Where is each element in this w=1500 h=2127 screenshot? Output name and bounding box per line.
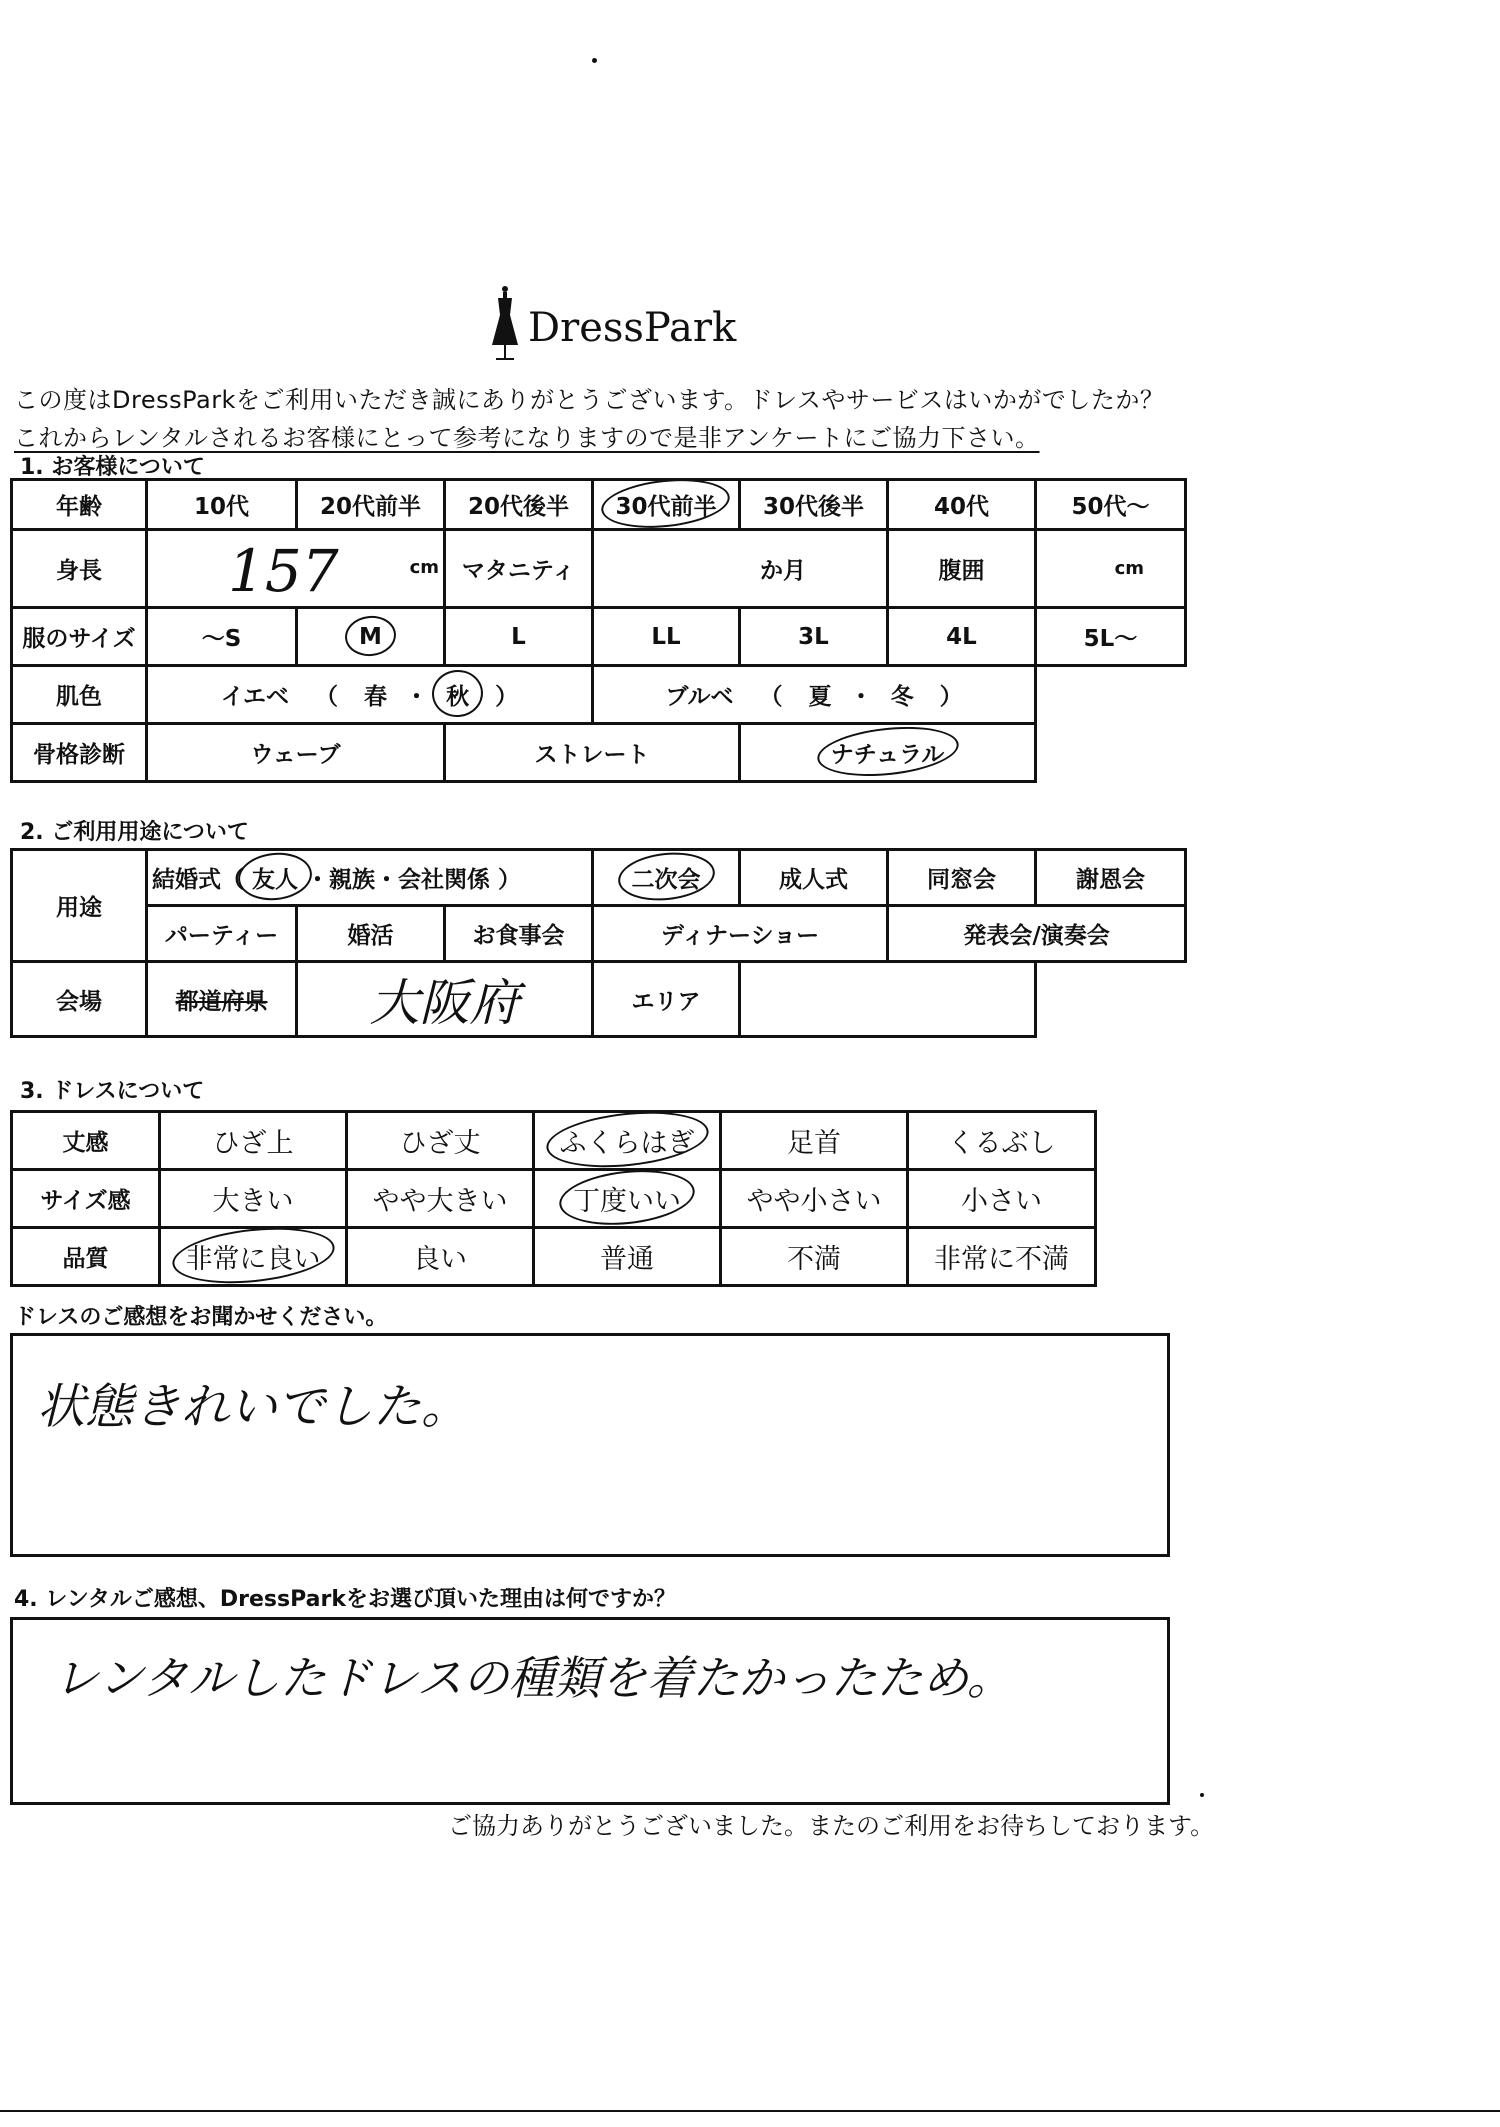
usage-table xyxy=(10,848,1187,1038)
quality-option[interactable]: 良い xyxy=(347,1228,534,1286)
size-row xyxy=(12,608,1186,666)
skin-blue: ブルベ xyxy=(665,684,734,710)
usage-option[interactable]: 発表会/演奏会 xyxy=(888,906,1186,962)
skeleton-row xyxy=(12,724,1186,782)
area-label: エリア xyxy=(593,962,740,1037)
use-label: 用途 xyxy=(12,850,147,962)
quality-option[interactable]: 不満 xyxy=(721,1228,908,1286)
intro-line-1: この度はDressParkをご利用いただき誠にありがとうございます。ドレスやサービスはいかがでしたか？ xyxy=(14,386,1165,414)
fit-selected-mark: 丁度いい xyxy=(573,1179,681,1218)
quality-option-selected[interactable] xyxy=(160,1228,347,1286)
skin-label: 肌色 xyxy=(12,666,147,724)
prefecture-value: 大阪府 xyxy=(369,974,520,1032)
usage-row-1 xyxy=(12,850,1186,906)
age-selected-mark: 30代前半 xyxy=(615,488,716,521)
skeleton-selected-mark: ナチュラル xyxy=(831,736,945,769)
skin-row xyxy=(12,666,1186,724)
impression-box[interactable] xyxy=(10,1333,1170,1557)
skin-yellow-group[interactable]: イエベ （ 春 ・ 秋 ） xyxy=(147,666,593,724)
usage-option-selected[interactable] xyxy=(593,850,740,906)
size-option[interactable]: ～S xyxy=(147,608,297,666)
size-label: 服のサイズ xyxy=(12,608,147,666)
after-party-selected-mark: 二次会 xyxy=(632,861,701,894)
maternity-unit: か月 xyxy=(760,558,806,584)
skeleton-label: 骨格診断 xyxy=(12,724,147,782)
age-option[interactable]: 50代～ xyxy=(1036,480,1186,530)
size-option[interactable]: L xyxy=(445,608,593,666)
bottom-rule xyxy=(0,2110,1500,2112)
wedding-rest: ・親族・会社関係 ） xyxy=(306,867,522,893)
brand-name: DressPark xyxy=(528,305,737,351)
waist-field[interactable] xyxy=(1036,530,1186,608)
waist-label: 腹囲 xyxy=(888,530,1036,608)
maternity-label: マタニティ xyxy=(445,530,593,608)
skeleton-option[interactable]: ウェーブ xyxy=(147,724,445,782)
length-label: 丈感 xyxy=(12,1112,160,1170)
dress-table xyxy=(10,1110,1097,1287)
prefecture-label-text: 都道府県 xyxy=(175,988,268,1015)
venue-row xyxy=(12,962,1186,1037)
customer-info-table xyxy=(10,478,1187,783)
size-option[interactable]: 5L～ xyxy=(1036,608,1186,666)
length-option[interactable]: 足首 xyxy=(721,1112,908,1170)
skin-blue-group[interactable]: ブルベ （ 夏 ・ 冬 ） xyxy=(593,666,1036,724)
age-row xyxy=(12,480,1186,530)
size-option[interactable]: 3L xyxy=(740,608,888,666)
dress-form-icon xyxy=(488,283,522,363)
section-3-title: 3. ドレスについて xyxy=(20,1079,205,1104)
waist-unit: cm xyxy=(1114,558,1144,579)
venue-label: 会場 xyxy=(12,962,147,1037)
skin-blue-summer: 夏 xyxy=(808,684,832,710)
length-option[interactable]: ひざ上 xyxy=(160,1112,347,1170)
age-option[interactable]: 40代 xyxy=(888,480,1036,530)
usage-option[interactable]: 謝恩会 xyxy=(1036,850,1186,906)
usage-option[interactable]: 成人式 xyxy=(740,850,888,906)
length-selected-mark: ふくらはぎ xyxy=(560,1121,695,1160)
age-option[interactable]: 20代前半 xyxy=(297,480,445,530)
scan-speck xyxy=(592,58,597,63)
usage-row-2 xyxy=(12,906,1186,962)
fit-label: サイズ感 xyxy=(12,1170,160,1228)
wedding-option[interactable] xyxy=(147,850,593,906)
skin-yellow: イエベ xyxy=(220,684,289,710)
quality-label: 品質 xyxy=(12,1228,160,1286)
reason-box[interactable] xyxy=(10,1617,1170,1805)
usage-option[interactable]: ディナーショー xyxy=(593,906,888,962)
usage-option[interactable]: 婚活 xyxy=(297,906,445,962)
height-field[interactable] xyxy=(147,530,445,608)
section-2-title: 2. ご利用用途について xyxy=(20,820,249,845)
intro-line-2: これからレンタルされるお客様にとって参考になりますので是非アンケートにご協力下さい。 xyxy=(14,424,1040,452)
footer-thanks: ご協力ありがとうございました。またのご利用をお待ちしております。 xyxy=(448,1812,1215,1840)
height-row xyxy=(12,530,1186,608)
size-option[interactable]: 4L xyxy=(888,608,1036,666)
fit-row xyxy=(12,1170,1096,1228)
impression-prompt: ドレスのご感想をお聞かせください。 xyxy=(14,1305,388,1330)
fit-option[interactable]: 大きい xyxy=(160,1170,347,1228)
skin-yellow-spring: 春 xyxy=(364,684,388,710)
age-label: 年齢 xyxy=(12,480,147,530)
height-value: 157 xyxy=(228,537,339,605)
maternity-field[interactable] xyxy=(593,530,888,608)
size-option-selected[interactable] xyxy=(297,608,445,666)
reason-answer: レンタルしたドレスの種類を着たかったため。 xyxy=(53,1651,1013,1705)
skin-blue-winter: 冬 xyxy=(890,684,914,710)
fit-option[interactable]: やや小さい xyxy=(721,1170,908,1228)
fit-option[interactable]: 小さい xyxy=(908,1170,1096,1228)
wedding-friend-selected: 友人 xyxy=(252,861,298,894)
age-option-selected[interactable] xyxy=(593,480,740,530)
impression-answer: 状態きれいでした。 xyxy=(37,1379,470,1435)
scan-speck xyxy=(1200,1793,1204,1797)
brand-logo xyxy=(488,283,737,363)
size-option[interactable]: LL xyxy=(593,608,740,666)
fit-option-selected[interactable] xyxy=(534,1170,721,1228)
length-option-selected[interactable] xyxy=(534,1112,721,1170)
length-option[interactable]: くるぶし xyxy=(908,1112,1096,1170)
age-option[interactable]: 10代 xyxy=(147,480,297,530)
prefecture-field[interactable] xyxy=(297,962,593,1037)
length-row xyxy=(12,1112,1096,1170)
usage-option[interactable]: 同窓会 xyxy=(888,850,1036,906)
height-label: 身長 xyxy=(12,530,147,608)
usage-option[interactable]: パーティー xyxy=(147,906,297,962)
age-option[interactable]: 30代後半 xyxy=(740,480,888,530)
age-option[interactable]: 20代後半 xyxy=(445,480,593,530)
empty-cell xyxy=(1036,666,1186,724)
height-unit: cm xyxy=(409,557,439,578)
length-option[interactable]: ひざ丈 xyxy=(347,1112,534,1170)
quality-option[interactable]: 普通 xyxy=(534,1228,721,1286)
fit-option[interactable]: やや大きい xyxy=(347,1170,534,1228)
quality-selected-mark: 非常に良い xyxy=(186,1237,321,1276)
skeleton-option-selected[interactable] xyxy=(740,724,1036,782)
area-field[interactable] xyxy=(740,962,1036,1037)
empty-cell xyxy=(1036,962,1186,1037)
skeleton-option[interactable]: ストレート xyxy=(445,724,740,782)
section-1-title: 1. お客様について xyxy=(20,455,205,480)
skin-yellow-autumn-selected: 秋 xyxy=(446,678,469,711)
wedding-label: 結婚式（ xyxy=(152,867,244,893)
prefecture-label xyxy=(147,962,297,1037)
quality-option[interactable]: 非常に不満 xyxy=(908,1228,1096,1286)
empty-cell xyxy=(1036,724,1186,782)
size-selected-mark: M xyxy=(359,623,382,650)
section-4-title: 4. レンタルご感想、DressParkをお選び頂いた理由は何ですか？ xyxy=(14,1587,676,1612)
quality-row xyxy=(12,1228,1096,1286)
usage-option[interactable]: お食事会 xyxy=(445,906,593,962)
